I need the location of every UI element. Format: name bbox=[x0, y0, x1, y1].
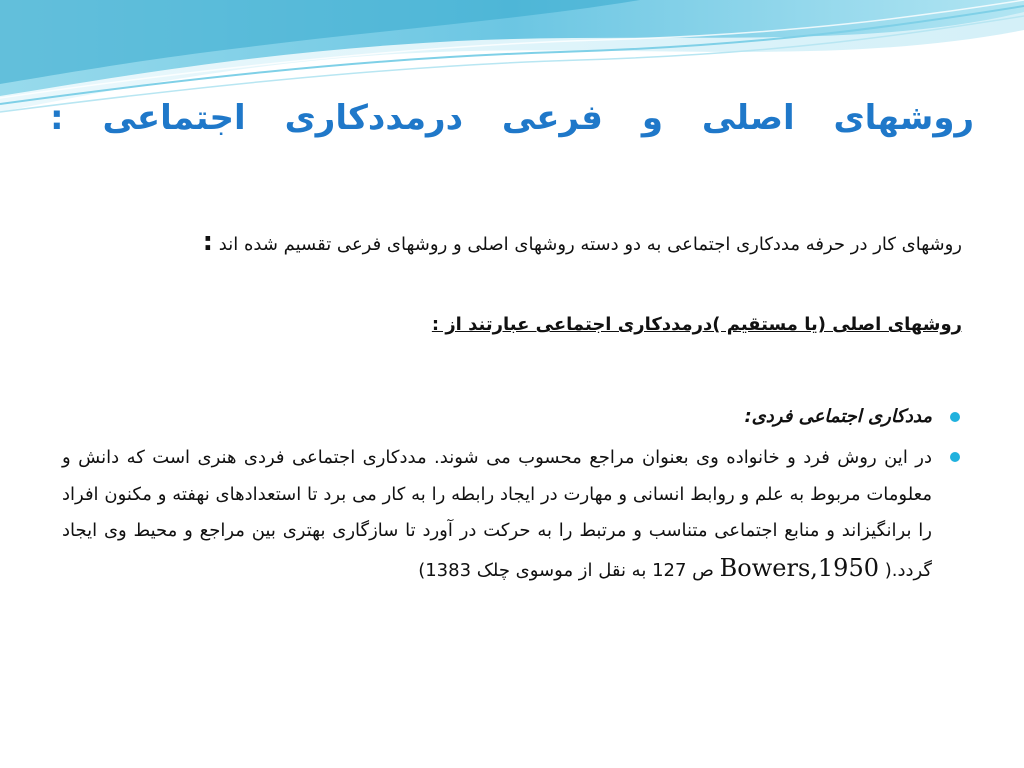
title-word: اصلی bbox=[701, 98, 795, 138]
bullet-text-continued: ص 127 به نقل از موسوی چلک 1383) bbox=[418, 559, 714, 581]
intro-paragraph bbox=[62, 227, 962, 257]
bullet-text: در این روش فرد و خانواده وی بعنوان مراجع محسوب می شوند. مددکاری اجتماعی فردی هنری است که دانش و معلومات مربوط به علم و روابط انسانی و مهارت در ایجاد رابطه را به کار می برد تا استعدادهای نهفته و مکنون افراد را برانگیزاند و منابع اجتماعی متناسب و مرتبط را به حرکت در آورد تا سازگاری بهتری بین مراجع و محیط وی ایجاد گردد.( bbox=[62, 447, 932, 581]
slide-title bbox=[50, 90, 974, 146]
title-word: : bbox=[50, 98, 64, 138]
section-subheading: روشهای اصلی (یا مستقیم )درمددکاری اجتماعی عبارتند از : bbox=[431, 314, 962, 335]
citation-text: Bowers,1950 bbox=[719, 553, 879, 582]
title-word: فرعی bbox=[501, 98, 603, 138]
title-word: درمددکاری bbox=[284, 98, 464, 138]
list-item bbox=[62, 440, 932, 589]
intro-text: روشهای کار در حرفه مددکاری اجتماعی به دو دسته روشهای اصلی و روشهای فرعی تقسیم شده اند bbox=[218, 234, 962, 255]
bullet-dot-icon bbox=[950, 452, 960, 462]
list-item bbox=[62, 400, 932, 434]
title-word: روشهای bbox=[833, 98, 975, 138]
title-word: و bbox=[641, 98, 663, 138]
intro-colon: : bbox=[202, 227, 214, 257]
bullet-list bbox=[62, 400, 932, 595]
bullet-dot-icon bbox=[950, 412, 960, 422]
title-word: اجتماعی bbox=[102, 98, 246, 138]
bullet-text: مددکاری اجتماعی فردی: bbox=[744, 406, 932, 427]
